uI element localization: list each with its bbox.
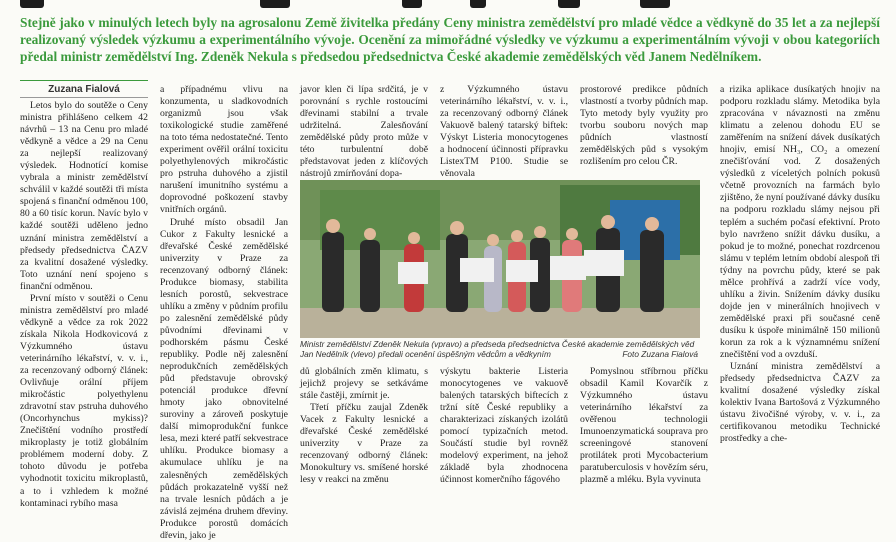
column-1 (20, 100, 148, 510)
paragraph: Třetí příčku zaujal Zdeněk Vacek z Fakulty lesnické a dřevařské České zemědělské univerzity v Praze za recenzovaný odborný článek: Monokultury vs. smíšené horské lesy v reakci na změnu (300, 402, 428, 486)
photo-credit: Foto Zuzana Fialová (622, 349, 698, 359)
column-4-bottom (440, 366, 568, 486)
paragraph: a případnému vlivu na konzumenta, u sladkovodních organizmů jsou však toxikologické studie zaměřené na toto téma nedostatečné. Tento experiment ověřil orální toxicitu polyethylenových mikročástic pro pstruha duhového a zjistil narušení imunitního systému a doprovodné poškození stavby vnitřních orgánů. (160, 84, 288, 216)
paragraph: dů globálních změn klimatu, s jejichž projevy se setkáváme stále častěji, zmírnit je. (300, 366, 428, 402)
paragraph: výskytu bakterie Listeria monocytogenes ve vakuově balených tatarských biftecích z tržní sítě České republiky a charakterizaci získaných izolátů pomocí typizačních metod. Součástí studie byl rovněž modelový experiment, na jehož základě byla zhodnocena účinnost komerčního fágového (440, 366, 568, 486)
paragraph: Uznání ministra zemědělství a předsedy předsednictva ČAZV za kvalitní dosažené výsledky získal kolektiv Ivana Bartošová z Výzkumného ústavu živočišné výroby, v. v. i., za certifikovanou metodiku Technické prostředky a che- (720, 361, 880, 445)
column-5-top (580, 84, 708, 168)
paragraph: Letos bylo do soutěže o Ceny ministra přihlášeno celkem 42 návrhů – 13 na Cenu pro mladé vědkyně a vědce a 29 na Cenu za nejlepší realizovaný výsledek. Hodnotící komise vybrala a ministr zemědělství schválil v každé soutěži tři místa spojená s finanční odměnou 100, 80 a 60 tisíc korun. Navíc bylo v každé soutěži uděleno jedno uznání ministra zemědělství a předsedy předsednictva ČAZV za kvalitní dosažené výsledky. Toto uznání není spojeno s finanční odměnou. (20, 100, 148, 292)
column-2 (160, 84, 288, 542)
paragraph: První místo v soutěži o Cenu ministra zemědělství pro mladé vědkyně a vědce za rok 2022 získala Nikola Hodkovicová z Výzkumného ústavu veterinárního lékařství, v. v. i., za recenzovaný odborný článek: Ovlivňuje orální příjem mikročástic polyethylenu zdravotní stav pstruha duhového (Oncorhynchus mykiss)? Znečištění vodního prostředí mikroplasty je totiž globálním problémem moderní doby. Z tohoto důvodu je potřeba vyhodnotit toxicitu mikroplastů, a to i vzhledem k možné kontaminaci rybího masa (20, 292, 148, 509)
paragraph: prostorové predikce půdních vlastností a tvorby půdních map. Tyto metody byly využity pro tvorbu souboru nových map půdních vlastností zemědělských půd s vysokým rozlišením pro celou ČR. (580, 84, 708, 168)
paragraph: javor klen či lípa srdčitá, je v porovnání s rychle rostoucími dřevinami stabilní a trvale udržitelná. Zalesňování zemědělské půdy proto může v této turbulentní době představovat jeden z klíčových nástrojů zmírňování dopa- (300, 84, 428, 180)
caption-text: Ministr zemědělství Zdeněk Nekula (vpravo) a předseda předsednictva České akademie zemědělských věd Jan Nedělník (vlevo) předali ocenění úspěšným vědcům a vědkyním (300, 339, 695, 359)
column-6 (720, 84, 880, 445)
paragraph: a rizika aplikace dusíkatých hnojiv na podporu rozkladu slámy. Metodika byla zpracována v návaznosti na změnu klimatu a zelenou dohodu EU se zaměřením na snížení dávek dusíkatých hnojiv, emisí NH₃, CO₂ a omezení znečišťování vod. Z dosažených výsledků z víceletých polních pokusů včetně provozních na farmách bylo zjištěno, že nyní používané dávky dusíku na podporu rozkladu slámy nejsou při teplém a suchém počasí efektivní. Proto bylo navrženo snížit dávku dusíku, a pokud je to možné, ponechat rozdrcenou slámu v teplém letním období alespoň tři týdny na povrchu půdy, které se pak mělce prohřívá a zadrží více vody, uhlíku a živin. Snížením dávky dusíku dojde jen v minerálních hnojivech v zemědělské praxi při současné ceně dusíku k úspoře minimálně 150 milionů korun za rok a k významnému snížení znečištění vod a ovzduší. (720, 84, 880, 361)
cropped-headline (0, 0, 896, 10)
paragraph: z Výzkumného ústavu veterinárního lékařství, v. v. i., za recenzovaný odborný článek Vakuově balený tatarský biftek: Výskyt Listeria monocytogenes a hodnocení účinnosti přípravku ListexTM P100. Studie se věnovala (440, 84, 568, 180)
column-3-top (300, 84, 428, 180)
ceremony-illustration (300, 180, 700, 338)
article-lead: Stejně jako v minulých letech byly na agrosalonu Země živitelka předány Ceny ministra zemědělství pro mladé vědce a vědkyně do 35 let a za nejlepší realizovaný výsledek výzkumu a experimentálního vývoje. Ocenění za mimořádné výsledky ve výzkumu a experimentálním vývoji v obou kategoriích předal ministr zemědělství Ing. Zdeněk Nekula s předsedou předsednictva České akademie zemědělských věd Janem Nedělníkem. (20, 15, 880, 65)
award-ceremony-photo (300, 180, 700, 338)
author-byline: Zuzana Fialová (20, 80, 148, 98)
column-3-bottom (300, 366, 428, 486)
paragraph: Druhé místo obsadil Jan Cukor z Fakulty lesnické a dřevařské České zemědělské univerzity v Praze za recenzovaný odborný článek: Produkce biomasy, stabilita lesních porostů, sekvestrace uhlíku a změny v půdním profilu po zalesnění zemědělské půdy původními dřevinami v podhorském pásmu České republiky. Podle něj zalesnění neprodukčních zemědělských půd představuje obrovský potenciál produkce dřevní hmoty jako obnovitelné suroviny a zároveň poskytuje další mimoprodukční funkce lesa, mezi které patří sekvestrace uhlíku. Produkce biomasy a akumulace uhlíku je na zalesněných zemědělských půdách prokazatelně vyšší než na trvale lesních půdách a je závislá zejména druhem dřeviny. Produkce porostů domácích dřevin, jako je (160, 216, 288, 541)
column-4-top (440, 84, 568, 180)
column-5-bottom (580, 366, 708, 486)
photo-caption (300, 339, 700, 359)
paragraph: Pomyslnou stříbrnou příčku obsadil Kamil Kovarčík z Výzkumného ústavu veterinárního lékařství za ověřenou technologii Imunoenzymatická souprava pro screeningové stanovení protilátek proti Mycobacterium paratuberculosis v hovězím séru, plazmě a mléku. Byla vyvinuta (580, 366, 708, 486)
